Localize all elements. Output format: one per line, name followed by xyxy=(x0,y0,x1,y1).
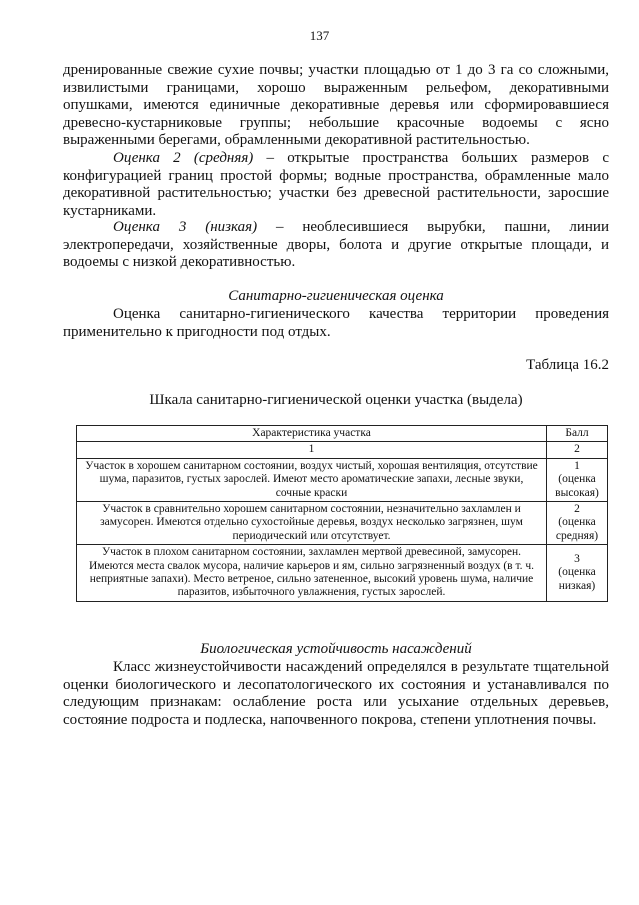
row-score-note: (оценка средняя) xyxy=(555,516,599,542)
grade-3-description: – необлесившиеся вырубки, пашни, линии электропередачи, хозяйственные дворы, болота и другие открытые площади, и водоемы с низкой декоративностью. xyxy=(63,219,609,270)
table-row xyxy=(77,545,608,602)
paragraph-sanitary-text: Оценка санитарно-гигиенического качества территории проведения применительно к пригодности под отдых. xyxy=(63,306,609,340)
row-score-note: (оценка низкая) xyxy=(558,566,596,592)
row-score: 3 xyxy=(574,552,580,565)
header-score: Балл xyxy=(547,426,608,442)
paragraph-sanitary xyxy=(63,306,609,341)
table-row xyxy=(77,458,608,501)
grade-2-description: – открытые пространства больших размеров с конфигурацией границ простой формы; водные пространства, обрамленные мало декоративной растительностью; участки без древесной растительности, заросшие кустарниками. xyxy=(63,150,609,219)
paragraph-bio xyxy=(63,659,609,729)
sanitary-scale-table xyxy=(76,425,608,602)
column-number-characteristic: 1 xyxy=(77,442,547,458)
paragraph-grade-2-text xyxy=(63,150,609,220)
row-characteristic: Участок в сравнительно хорошем санитарном состоянии, незначительно захламлен и замусорен. Имеются отдельно сухостойные деревья, воздух несколько загрязнен, шум периодический или отсутствует. xyxy=(77,502,547,545)
table-title: Шкала санитарно-гигиенической оценки участка (выдела) xyxy=(149,392,523,408)
paragraph-intro-text: дренированные свежие сухие почвы; участки площадью от 1 до 3 га со сложными, извилистыми границами, хорошо выраженным рельефом, декоративными опушками, имеются единичные декоративные деревья или сформировавшиеся древесно-кустарниковые группы; небольшие красочные водоемы с ясно выраженными берегами, обрамленными декоративной растительностью. xyxy=(63,62,609,148)
header-characteristic: Характеристика участка xyxy=(77,426,547,442)
row-characteristic: Участок в хорошем санитарном состоянии, воздух чистый, хорошая вентиляция, отсутствие шума, паразитов, густых зарослей. Имеют место ароматические запахи, лесные звуки, сочные краски xyxy=(77,458,547,501)
table-header-row xyxy=(77,426,608,442)
grade-2-label: Оценка 2 (средняя) xyxy=(113,150,254,166)
row-characteristic: Участок в плохом санитарном состоянии, захламлен мертвой древесиной, замусорен. Имеются места свалок мусора, наличие карьеров и ям, сильно загрязненный воздух (в т. ч. неприятные запахи). Место ветреное, сильно затененное, высокий уровень шума, наличие паразитов, избыточного увлажнения, густых зарослей. xyxy=(77,545,547,602)
row-score: 2 xyxy=(574,503,580,516)
table-row xyxy=(77,502,608,545)
paragraph-grade-3 xyxy=(63,219,609,272)
row-score-cell xyxy=(547,545,608,602)
paragraph-grade-3-text xyxy=(63,219,609,272)
column-number-score: 2 xyxy=(547,442,608,458)
heading-bio: Биологическая устойчивость насаждений xyxy=(200,641,472,657)
row-score-note: (оценка высокая) xyxy=(555,473,599,499)
heading-sanitary: Санитарно-гигиеническая оценка xyxy=(228,288,444,304)
row-score-cell xyxy=(547,502,608,545)
row-score: 1 xyxy=(574,459,580,472)
paragraph-bio-text: Класс жизнеустойчивости насаждений определялся в результате тщательной оценки биологического и лесопатологического их состояния и устанавливался по следующим признакам: ослабление роста или усыхание отдельных деревьев, состояние подроста и подлеска, напочвенного покрова, степени уплотнения почвы. xyxy=(63,659,609,728)
row-score-cell xyxy=(547,458,608,501)
grade-3-label: Оценка 3 (низкая) xyxy=(113,219,258,235)
paragraph-intro xyxy=(63,62,609,150)
paragraph-grade-2 xyxy=(63,150,609,220)
table-column-number-row xyxy=(77,442,608,458)
table-number: Таблица 16.2 xyxy=(526,357,609,373)
page-number: 137 xyxy=(309,28,330,43)
